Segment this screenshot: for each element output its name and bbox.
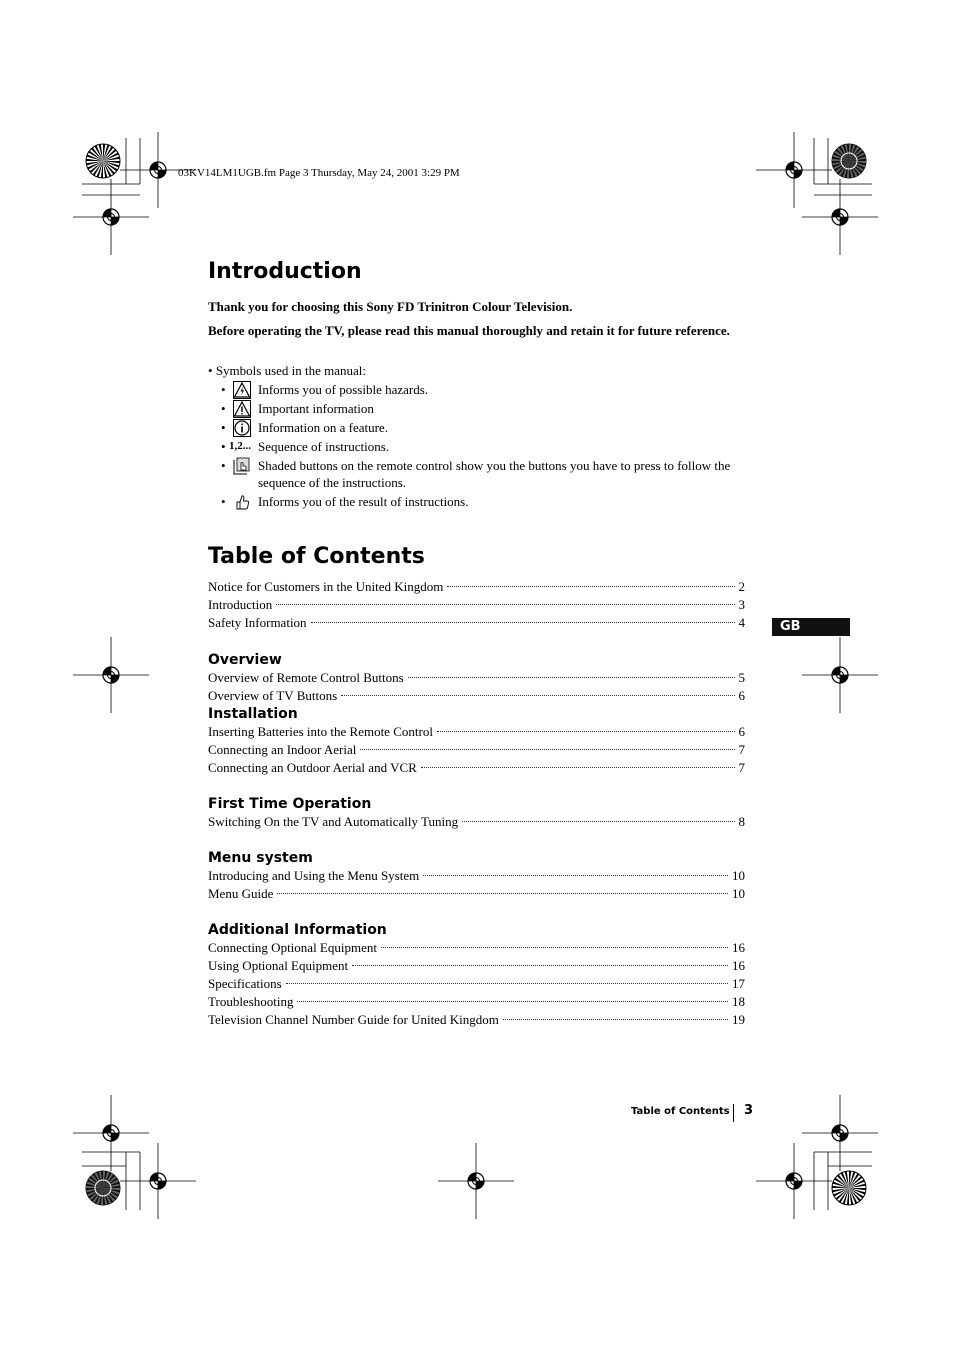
toc-entry-page: 16: [732, 940, 745, 955]
symbols-intro: • Symbols used in the manual:: [208, 363, 367, 378]
toc-entry: [208, 885, 745, 903]
toc-entry-page: 7: [738, 760, 745, 775]
toc-entry-title: Overview of Remote Control Buttons: [208, 670, 404, 685]
leader-dots: [276, 604, 734, 605]
registration-mark: [73, 179, 149, 255]
toc-entry-page: 10: [732, 886, 745, 901]
symbols-list: [221, 381, 751, 512]
toc-entry-title: Notice for Customers in the United Kingdom: [208, 579, 444, 594]
leader-dots: [462, 821, 734, 822]
toc-entry-title: Introduction: [208, 597, 273, 612]
footer-section-label: Table of Contents: [631, 1106, 730, 1117]
bullet: •: [221, 439, 226, 454]
intro-before-operating: Before operating the TV, please read this manual thoroughly and retain it for future reference.: [208, 323, 730, 338]
toc-entry: [208, 741, 745, 759]
leader-dots: [360, 749, 734, 750]
symbol-item: [221, 438, 751, 455]
toc-entry-page: 10: [732, 868, 745, 883]
toc-entry: [208, 813, 745, 831]
bullet: •: [221, 494, 226, 509]
toc-entry-title: Safety Information: [208, 615, 307, 630]
important-warning-icon: [233, 400, 251, 418]
symbol-text: Important information: [258, 401, 374, 416]
toc-entry-title: Specifications: [208, 976, 282, 991]
info-icon: [233, 419, 251, 437]
remote-button-icon: [233, 457, 251, 475]
leader-dots: [341, 695, 734, 696]
color-wheel-mark: [832, 144, 866, 178]
toc-section-heading: Installation: [208, 706, 298, 722]
table-of-contents: [208, 578, 745, 1029]
toc-entry-title: Overview of TV Buttons: [208, 688, 338, 703]
toc-entry-page: 4: [738, 615, 745, 630]
toc-entry-page: 16: [732, 958, 745, 973]
toc-entry-title: Connecting Optional Equipment: [208, 940, 377, 955]
file-header: 03KV14LM1UGB.fm Page 3 Thursday, May 24, 2001 3:29 PM: [178, 167, 460, 179]
toc-entry-title: Connecting an Outdoor Aerial and VCR: [208, 760, 417, 775]
leader-dots: [311, 622, 735, 623]
color-wheel-mark: [832, 1171, 866, 1205]
registration-mark: [756, 1143, 832, 1219]
toc-section-heading: Overview: [208, 652, 282, 668]
toc-entry-title: Switching On the TV and Automatically Tuning: [208, 814, 459, 829]
toc-entry-page: 19: [732, 1012, 745, 1027]
toc-entry-page: 7: [738, 742, 745, 757]
toc-entry-title: Menu Guide: [208, 886, 274, 901]
toc-entry-page: 17: [732, 976, 745, 991]
toc-entry: [208, 614, 745, 632]
toc-entry: [208, 596, 745, 614]
leader-dots: [408, 677, 735, 678]
leader-dots: [437, 731, 735, 732]
leader-dots: [381, 947, 728, 948]
registration-mark: [802, 179, 878, 255]
symbol-item: [221, 493, 751, 510]
page-title: Introduction: [208, 259, 362, 284]
toc-section-heading: Additional Information: [208, 922, 387, 938]
symbol-item: [221, 381, 751, 398]
symbol-text: Shaded buttons on the remote control show you the buttons you have to press to follow the sequence of the instructions.: [258, 458, 731, 490]
toc-entry: [208, 939, 745, 957]
toc-entry-page: 5: [738, 670, 745, 685]
registration-mark: [73, 1095, 149, 1171]
symbol-item: [221, 419, 751, 436]
registration-mark: [73, 637, 149, 713]
footer-divider: [733, 1104, 734, 1122]
registration-mark: [438, 1143, 514, 1219]
toc-entry-title: Troubleshooting: [208, 994, 294, 1009]
toc-entry-page: 6: [738, 688, 745, 703]
toc-entry-page: 18: [732, 994, 745, 1009]
leader-dots: [421, 767, 735, 768]
hazard-warning-icon: [233, 381, 251, 399]
symbol-item: [221, 400, 751, 417]
toc-entry: [208, 975, 745, 993]
leader-dots: [286, 983, 728, 984]
toc-entry-page: 6: [738, 724, 745, 739]
symbol-text: Information on a feature.: [258, 420, 388, 435]
toc-entry-title: Connecting an Indoor Aerial: [208, 742, 357, 757]
registration-mark: [120, 1143, 196, 1219]
toc-entry: [208, 759, 745, 777]
registration-mark: [802, 637, 878, 713]
result-hand-icon: [233, 493, 251, 511]
bullet: •: [221, 401, 226, 416]
toc-entry-page: 3: [738, 597, 745, 612]
page-number: 3: [744, 1103, 754, 1118]
toc-entry: [208, 578, 745, 596]
toc-entry: [208, 687, 745, 705]
symbol-text: Sequence of instructions.: [258, 439, 390, 454]
toc-entry: [208, 993, 745, 1011]
toc-entry-title: Introducing and Using the Menu System: [208, 868, 420, 883]
toc-entry: [208, 957, 745, 975]
toc-entry: [208, 723, 745, 741]
leader-dots: [423, 875, 728, 876]
color-wheel-mark: [86, 144, 120, 178]
leader-dots: [352, 965, 728, 966]
toc-entry-page: 8: [738, 814, 745, 829]
intro-thanks: Thank you for choosing this Sony FD Trinitron Colour Television.: [208, 299, 573, 314]
symbol-text: Informs you of the result of instructions.: [258, 494, 469, 509]
toc-section-heading: Menu system: [208, 850, 313, 866]
registration-mark: [756, 132, 832, 208]
toc-entry: [208, 1011, 745, 1029]
leader-dots: [297, 1001, 728, 1002]
leader-dots: [277, 893, 728, 894]
leader-dots: [503, 1019, 728, 1020]
toc-entry: [208, 669, 745, 687]
bullet: •: [221, 420, 226, 435]
bullet: •: [221, 458, 226, 473]
toc-entry: [208, 867, 745, 885]
language-tab: GB: [772, 618, 850, 636]
toc-entry-title: Television Channel Number Guide for United Kingdom: [208, 1012, 499, 1027]
bullet: •: [221, 382, 226, 397]
symbols-intro-text: Symbols used in the manual:: [215, 363, 367, 378]
symbol-item: [221, 457, 751, 491]
toc-entry-page: 2: [738, 579, 745, 594]
symbol-text: Informs you of possible hazards.: [258, 382, 429, 397]
sequence-marker: 1,2...: [229, 440, 251, 452]
registration-mark: [802, 1095, 878, 1171]
leader-dots: [447, 586, 734, 587]
toc-title: Table of Contents: [208, 544, 425, 569]
color-wheel-mark: [86, 1171, 120, 1205]
toc-entry-title: Using Optional Equipment: [208, 958, 349, 973]
toc-section-heading: First Time Operation: [208, 796, 372, 812]
toc-entry-title: Inserting Batteries into the Remote Control: [208, 724, 433, 739]
